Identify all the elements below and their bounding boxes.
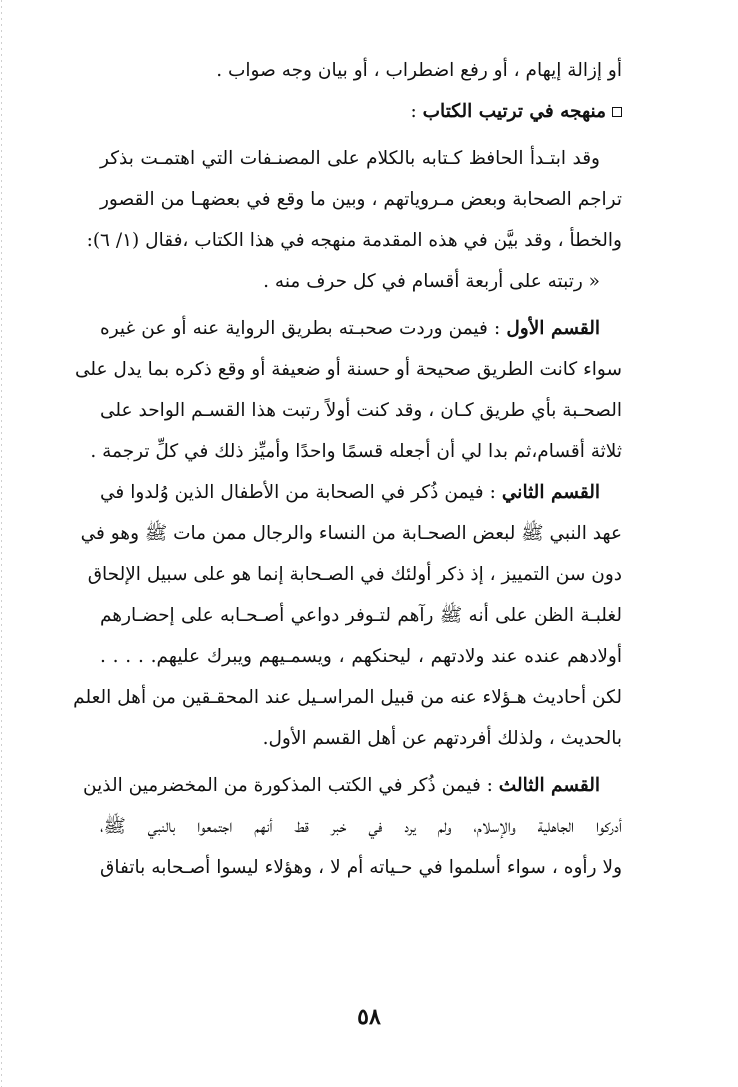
text-line: دون سن التمييز ، إذ ذكر أولئك في الصـحابة إنما هو على سبيل الإلحاق: [87, 564, 622, 585]
text-line: أولادهم عنده عند ولادتهم ، ليحنكهم ، ويسمـيهم ويبرك عليهم. . . . .: [100, 646, 622, 667]
category-line-third: [83, 765, 622, 806]
text-line: سواء كانت الطريق صحيحة أو حسنة أو ضعيفة أو وقع ذكره بما يدل على: [74, 359, 622, 380]
category-label: القسم الثاني: [501, 482, 600, 503]
text-line: تراجم الصحابة وبعض مـروياتهم ، وبين ما وقع في بعضهـا من القصور: [100, 189, 622, 210]
quote-line: « رتبته على أربعة أقسام في كل حرف منه .: [263, 271, 600, 292]
category-label: القسم الثالث: [498, 775, 600, 796]
text-line: أو إزالة إيهام ، أو رفع اضطراب ، أو بيان وجه صواب .: [216, 60, 622, 81]
category-text: : فيمن ذُكر في الكتب المذكورة من المخضرمين الذين: [83, 775, 499, 796]
text-line: ولا رأوه ، سواء أسلموا في حـياته أم لا ، وهؤلاء ليسوا أصـحابه باتفاق: [100, 857, 622, 878]
category-label: القسم الأول: [506, 318, 600, 339]
heading-colon: :: [410, 101, 423, 122]
text-column: [73, 50, 622, 888]
section-heading: [100, 91, 622, 132]
page-edge-shadow: [1, 0, 2, 1087]
category-line-first: [100, 308, 622, 349]
text-line: الصحـبة بأي طريق كـان ، وقد كنت أولاً رتبت هذا القسـم الواحد على: [100, 400, 622, 421]
text-line: لكن أحاديث هـؤلاء عنه من قبيل المراسـيل عند المحقـقين من أهل العلم: [73, 687, 622, 708]
text-line: والخطأ ، وقد بيَّن في هذه المقدمة منهجه في هذا الكتاب ،فقال (١/ ٦):: [86, 230, 622, 251]
square-bullet-icon: [612, 107, 622, 117]
heading-text: منهجه في ترتيب الكتاب: [422, 101, 606, 122]
category-line-second: [100, 472, 622, 513]
page-number: ٥٨: [357, 1004, 381, 1030]
text-line: بالحديث ، ولذلك أفردتهم عن أهل القسم الأول.: [262, 728, 622, 749]
category-text: : فيمن وردت صحبـته بطريق الرواية عنه أو عن غيره: [100, 318, 507, 339]
text-line: عهد النبي ﷺ لبعض الصحـابة من النساء والرجال ممن مات ﷺ وهو في: [80, 523, 622, 544]
text-line: لغلبـة الظن على أنه ﷺ رآهم لتـوفر دواعي أصـحـابه على إحضـارهم: [100, 605, 622, 626]
text-line: ثلاثة أقسام،ثم بدا لي أن أجعله قسمًا واحدًا وأميِّز ذلك في كلِّ ترجمة .: [90, 441, 622, 462]
category-text: : فيمن ذُكر في الصحابة من الأطفال الذين وُلدوا في: [100, 482, 502, 503]
text-line: وقد ابتـدأ الحافظ كـتابه بالكلام على المصنـفات التي اهتمـت بذكر: [100, 148, 600, 169]
text-line: أدركوا الجاهلية والإسلام، ولم يرد في خبر قط أنهم اجتمعوا بالنبي ﷺ،: [100, 816, 622, 837]
